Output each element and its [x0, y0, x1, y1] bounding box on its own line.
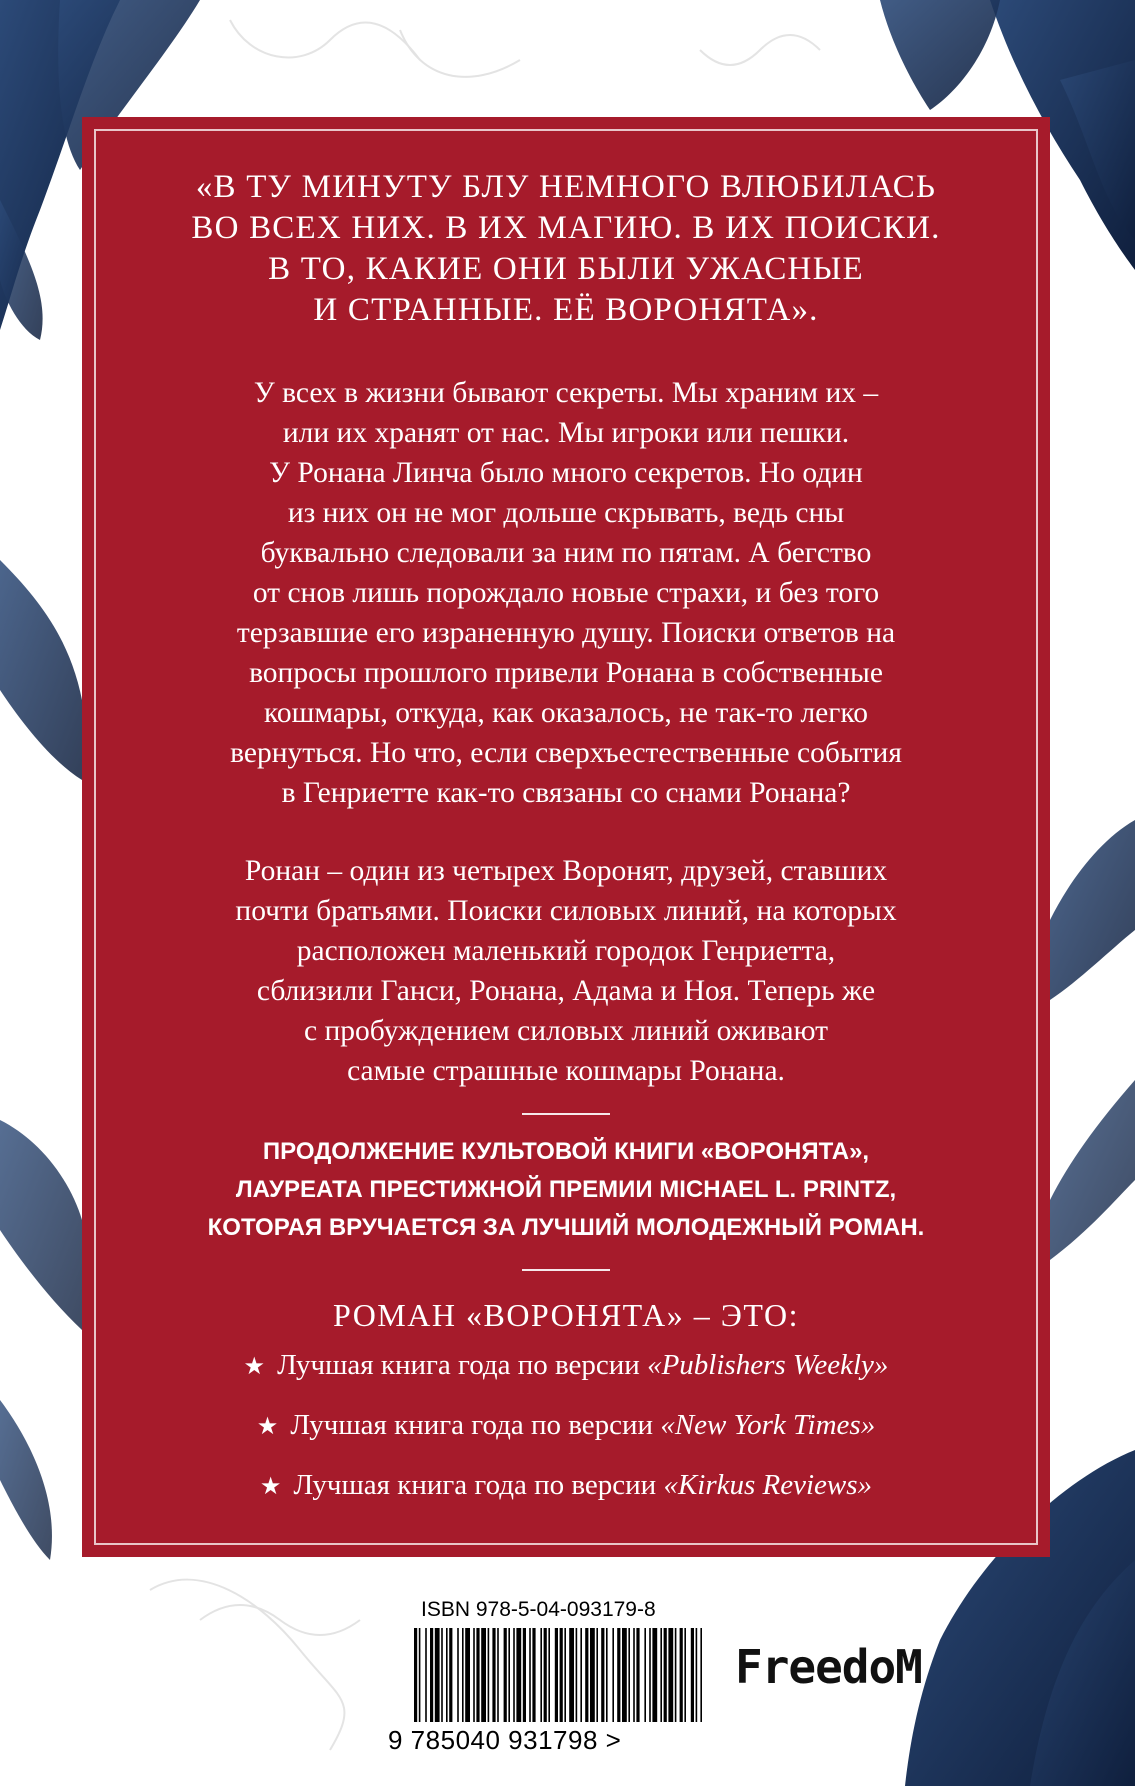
divider	[522, 1269, 610, 1271]
barcode-bar	[660, 1628, 662, 1722]
text-line: самые страшные кошмары Ронана.	[347, 1055, 785, 1087]
award-announcement	[112, 1133, 1020, 1247]
barcode-bar	[488, 1628, 490, 1722]
text-line: буквально следовали за ним по пятам. А бегство	[260, 537, 872, 569]
list-item	[112, 1345, 1020, 1387]
list-item-source: «New York Times»	[660, 1409, 876, 1441]
text-line: вопросы прошлого привели Ронана в собственные	[249, 657, 883, 689]
barcode-bar	[560, 1628, 563, 1722]
barcode-bar	[585, 1628, 588, 1722]
list-item-text: Лучшая книга года по версии	[277, 1349, 648, 1381]
text-line: или их хранят от нас. Мы игроки или пешки.	[282, 417, 850, 449]
barcode-bars	[408, 1626, 708, 1724]
barcode-bar	[617, 1628, 620, 1722]
barcode-bar	[622, 1628, 627, 1722]
barcode-bar	[564, 1628, 566, 1722]
freedom-logo: FreedoM	[735, 1640, 922, 1694]
barcode-bar	[441, 1628, 443, 1722]
barcode-bar	[516, 1628, 521, 1722]
barcode-bar	[668, 1628, 673, 1722]
barcode-number: 9 785040 931798 >	[388, 1725, 622, 1755]
barcode-bar	[580, 1628, 582, 1722]
barcode-bar	[544, 1628, 547, 1722]
text-line: сблизили Ганси, Ронана, Адама и Ноя. Теперь же	[256, 975, 876, 1007]
quote-line: И СТРАННЫЕ. ЕЁ ВОРОНЯТА».	[313, 292, 819, 328]
quote	[112, 167, 1020, 331]
barcode-bar	[449, 1628, 452, 1722]
barcode-bar	[462, 1628, 464, 1722]
quote-line: ВО ВСЕХ НИХ. В ИХ МАГИЮ. В ИХ ПОИСКИ.	[191, 210, 941, 246]
award-line: ПРОДОЛЖЕНИЕ КУЛЬТОВОЙ КНИГИ «ВОРОНЯТА»,	[262, 1138, 870, 1165]
award-line: ЛАУРЕАТА ПРЕСТИЖНОЙ ПРЕМИИ MICHAEL L. PRINTZ,	[235, 1176, 897, 1203]
barcode-bar	[497, 1628, 499, 1722]
barcode-bar	[430, 1628, 433, 1722]
barcode-bar	[419, 1628, 421, 1722]
text-line: кошмары, откуда, как оказалось, не так-то легко	[264, 697, 868, 729]
barcode-bar	[675, 1628, 677, 1722]
barcode-bar	[548, 1628, 550, 1722]
quote-line: В ТО, КАКИЕ ОНИ БЫЛИ УЖАСНЫЕ	[268, 251, 864, 287]
text-line: из них он не мог дольше скрывать, ведь сны	[287, 497, 845, 529]
barcode-bar	[601, 1628, 604, 1722]
text-line: в Генриетте как-то связаны со снами Ронана?	[281, 777, 851, 809]
barcode-bar	[691, 1628, 694, 1722]
barcode-bar	[684, 1628, 686, 1722]
barcode-bar	[700, 1628, 702, 1722]
barcode-bar	[513, 1628, 515, 1722]
panel-content	[112, 157, 1020, 1525]
barcode-bar	[476, 1628, 479, 1722]
barcode-bar	[504, 1628, 507, 1722]
barcode-bar	[633, 1628, 635, 1722]
barcode-bar	[414, 1628, 417, 1722]
barcode-bar	[446, 1628, 448, 1722]
text-line: вернуться. Но что, если сверхъестественные события	[230, 737, 902, 769]
text-line: почти братьями. Поиски силовых линий, на которых	[235, 895, 897, 927]
text-line: терзавшие его израненную душу. Поиски ответов на	[236, 617, 896, 649]
barcode-bar	[628, 1628, 630, 1722]
barcode-bar	[606, 1628, 608, 1722]
barcode-bar	[529, 1628, 531, 1722]
red-text-panel	[82, 117, 1050, 1557]
list-item	[112, 1405, 1020, 1447]
barcode-bar	[649, 1628, 651, 1722]
barcode-bar	[652, 1628, 657, 1722]
barcode-bar	[576, 1628, 578, 1722]
barcode-bar	[473, 1628, 475, 1722]
text-line: расположен маленький городок Генриетта,	[296, 935, 836, 967]
barcode-bar	[457, 1628, 459, 1722]
barcode-bar	[569, 1628, 574, 1722]
barcode-bar	[492, 1628, 495, 1722]
text-line: Ронан – один из четырех Воронят, друзей, ставших	[244, 855, 888, 887]
list-item-source: «Publishers Weekly»	[647, 1349, 889, 1381]
divider	[522, 1113, 610, 1115]
barcode-bar	[540, 1628, 542, 1722]
barcode-bar	[555, 1628, 558, 1722]
barcode-bar	[644, 1628, 646, 1722]
text-line: с пробуждением силовых линий оживают	[303, 1015, 829, 1047]
isbn-label: ISBN 978-5-04-093179-8	[417, 1598, 660, 1622]
barcode-bar	[696, 1628, 698, 1722]
star-icon: ★	[243, 1354, 266, 1380]
barcode-bar	[465, 1628, 470, 1722]
barcode-bar	[532, 1628, 535, 1722]
text-line: У Ронана Линча было много секретов. Но один	[269, 457, 863, 489]
barcode-bar	[590, 1628, 595, 1722]
list-item-text: Лучшая книга года по версии	[293, 1469, 664, 1501]
barcode-bar	[596, 1628, 598, 1722]
barcode-bar	[435, 1628, 440, 1722]
barcode-bar	[481, 1628, 486, 1722]
quote-line: «В ТУ МИНУТУ БЛУ НЕМНОГО ВЛЮБИЛАСЬ	[195, 169, 937, 205]
award-line: КОТОРАЯ ВРУЧАЕТСЯ ЗА ЛУЧШИЙ МОЛОДЕЖНЫЙ РОМАН.	[207, 1214, 925, 1241]
list-item	[112, 1465, 1020, 1507]
barcode-bar	[636, 1628, 639, 1722]
description-paragraph-2	[112, 851, 1020, 1091]
star-icon: ★	[256, 1414, 279, 1440]
text-line: У всех в жизни бывают секреты. Мы храним их –	[253, 377, 879, 409]
barcode-bar	[680, 1628, 683, 1722]
barcode-bar	[612, 1628, 614, 1722]
barcode-bar	[523, 1628, 526, 1722]
star-icon: ★	[259, 1474, 282, 1500]
description-paragraph-1	[112, 373, 1020, 813]
accolades-list	[112, 1345, 1020, 1507]
list-item-source: «Kirkus Reviews»	[663, 1469, 873, 1501]
list-item-text: Лучшая книга года по версии	[290, 1409, 661, 1441]
list-heading: РОМАН «ВОРОНЯТА» – ЭТО:	[333, 1297, 799, 1333]
barcode	[408, 1626, 708, 1724]
barcode-bar	[508, 1628, 510, 1722]
text-line: от снов лишь порождало новые страхи, и без того	[252, 577, 880, 609]
barcode-bar	[425, 1628, 427, 1722]
barcode-bar	[664, 1628, 667, 1722]
